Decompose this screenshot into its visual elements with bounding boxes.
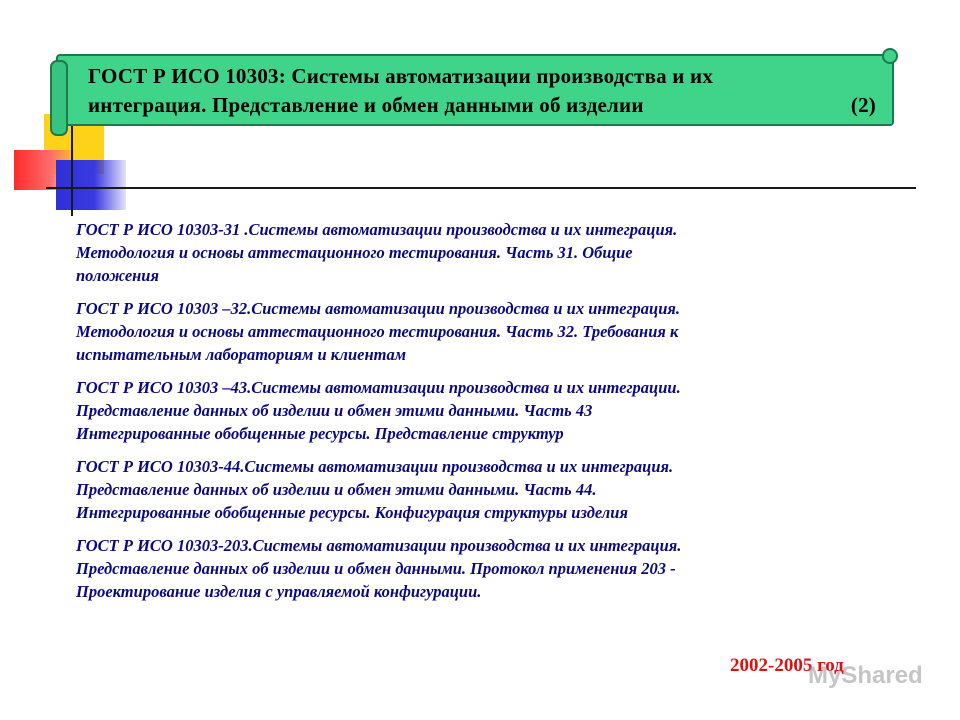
title-part-number: (2) [850,93,876,117]
standard-item-31 [76,218,876,287]
standard-line: ГОСТ Р ИСО 10303-44.Системы автоматизации производства и их интеграция. [76,457,674,476]
standard-line: Методология и основы аттестационного тестирования. Часть 31. Общие [76,243,633,262]
standard-line: Представление данных об изделии и обмен этими данными. Часть 43 [76,401,593,420]
title-line-2: интеграция. Представление и обмен данными об изделии [88,93,644,117]
decor-blue-square [56,160,126,210]
standard-line: испытательным лабораториям и клиентам [76,345,406,364]
standard-line: Представление данных об изделии и обмен данными. Протокол применения 203 - [76,559,676,578]
standard-item-203 [76,534,876,603]
standard-line: Интегрированные обобщенные ресурсы. Конфигурация структуры изделия [76,503,628,522]
title-banner-scroll [56,54,894,126]
standard-line: ГОСТ Р ИСО 10303-203.Системы автоматизации производства и их интеграция. [76,536,682,555]
standard-line: ГОСТ Р ИСО 10303-31 .Системы автоматизации производства и их интеграция. [76,220,678,239]
standard-line: Проектирование изделия с управляемой конфигурации. [76,582,482,601]
standard-line: ГОСТ Р ИСО 10303 –43.Системы автоматизации производства и их интеграции. [76,378,681,397]
standard-line: положения [76,266,159,285]
page-title [88,62,888,120]
title-line-1: ГОСТ Р ИСО 10303: Системы автоматизации производства и их [88,64,714,88]
decor-horizontal-line [46,187,916,189]
standard-line: ГОСТ Р ИСО 10303 –32.Системы автоматизации производства и их интеграция. [76,299,681,318]
watermark-logo: MyShared [808,662,923,689]
standard-line: Методология и основы аттестационного тестирования. Часть 32. Требования к [76,322,679,341]
standard-item-44 [76,455,876,524]
standard-item-43 [76,376,876,445]
standard-line: Интегрированные обобщенные ресурсы. Представление структур [76,424,564,443]
standard-item-32 [76,297,876,366]
scroll-curl-left [50,60,68,136]
year-label: 2002-2005 год [730,655,844,676]
standard-line: Представление данных об изделии и обмен этими данными. Часть 44. [76,480,597,499]
standards-list [76,218,876,613]
